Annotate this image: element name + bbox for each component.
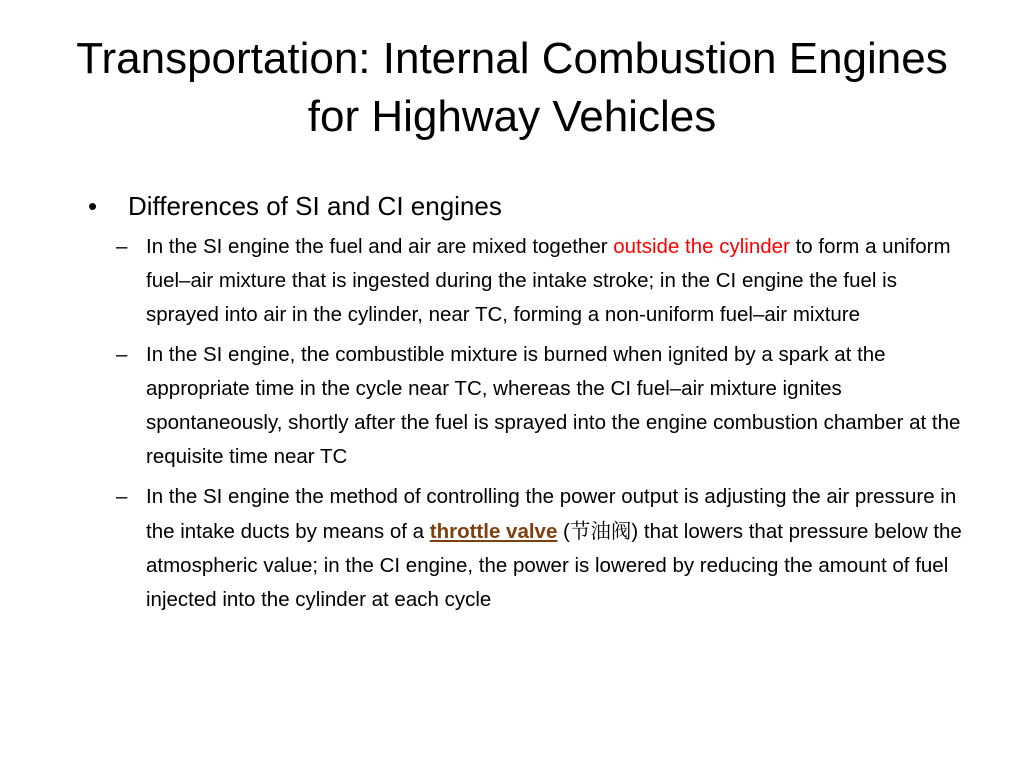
dash-icon: – — [116, 485, 128, 508]
bullet-list — [88, 188, 968, 623]
main-bullet — [88, 188, 968, 224]
sub-bullet-list — [88, 230, 968, 617]
chinese-term: 节油阀 — [569, 519, 632, 543]
sub-bullet-2 — [116, 338, 966, 474]
sub-bullet-2-text: In the SI engine, the combustible mixture is burned when ignited by a spark at the appropriate time in the cycle near TC, whereas the CI fuel–air mixture ignites spontaneously, shortly after the fuel is sprayed into the engine combustion chamber at the requisite time near TC — [146, 343, 961, 468]
sub-bullet-1-text-a: In the SI engine the fuel and air are mixed together — [146, 235, 614, 258]
sub-bullet-3 — [116, 480, 966, 617]
paren-close: ) — [631, 520, 639, 543]
dash-icon: – — [116, 235, 128, 258]
throttle-valve-highlight: throttle valve — [429, 520, 558, 543]
sub-bullet-3-text-b: that lowers that pressure below the atmospheric value; in the CI engine, the power is lowered by reducing the amount of fuel injected into the cylinder at each cycle — [146, 520, 962, 611]
dash-icon: – — [116, 343, 128, 366]
emphasis-outside-cylinder: outside the cylinder — [613, 235, 790, 258]
sub-bullet-1 — [116, 230, 966, 332]
slide-title: Transportation: Internal Combustion Engines for Highway Vehicles — [76, 34, 948, 141]
sub-bullet-1-text-b: to form a uniform fuel–air mixture that is ingested during the intake stroke; in the CI engine the fuel is sprayed into air in the cylinder, near TC, forming a non-uniform fuel–air mixture — [146, 235, 951, 326]
bullet-dot-icon: • — [88, 191, 98, 221]
sub-bullet-3-text-a: In the SI engine the method of controlling the power output is adjusting the air pressure in the intake ducts by means of a — [146, 485, 957, 543]
paren-open: ( — [557, 520, 570, 543]
main-bullet-text: Differences of SI and CI engines — [128, 191, 502, 221]
